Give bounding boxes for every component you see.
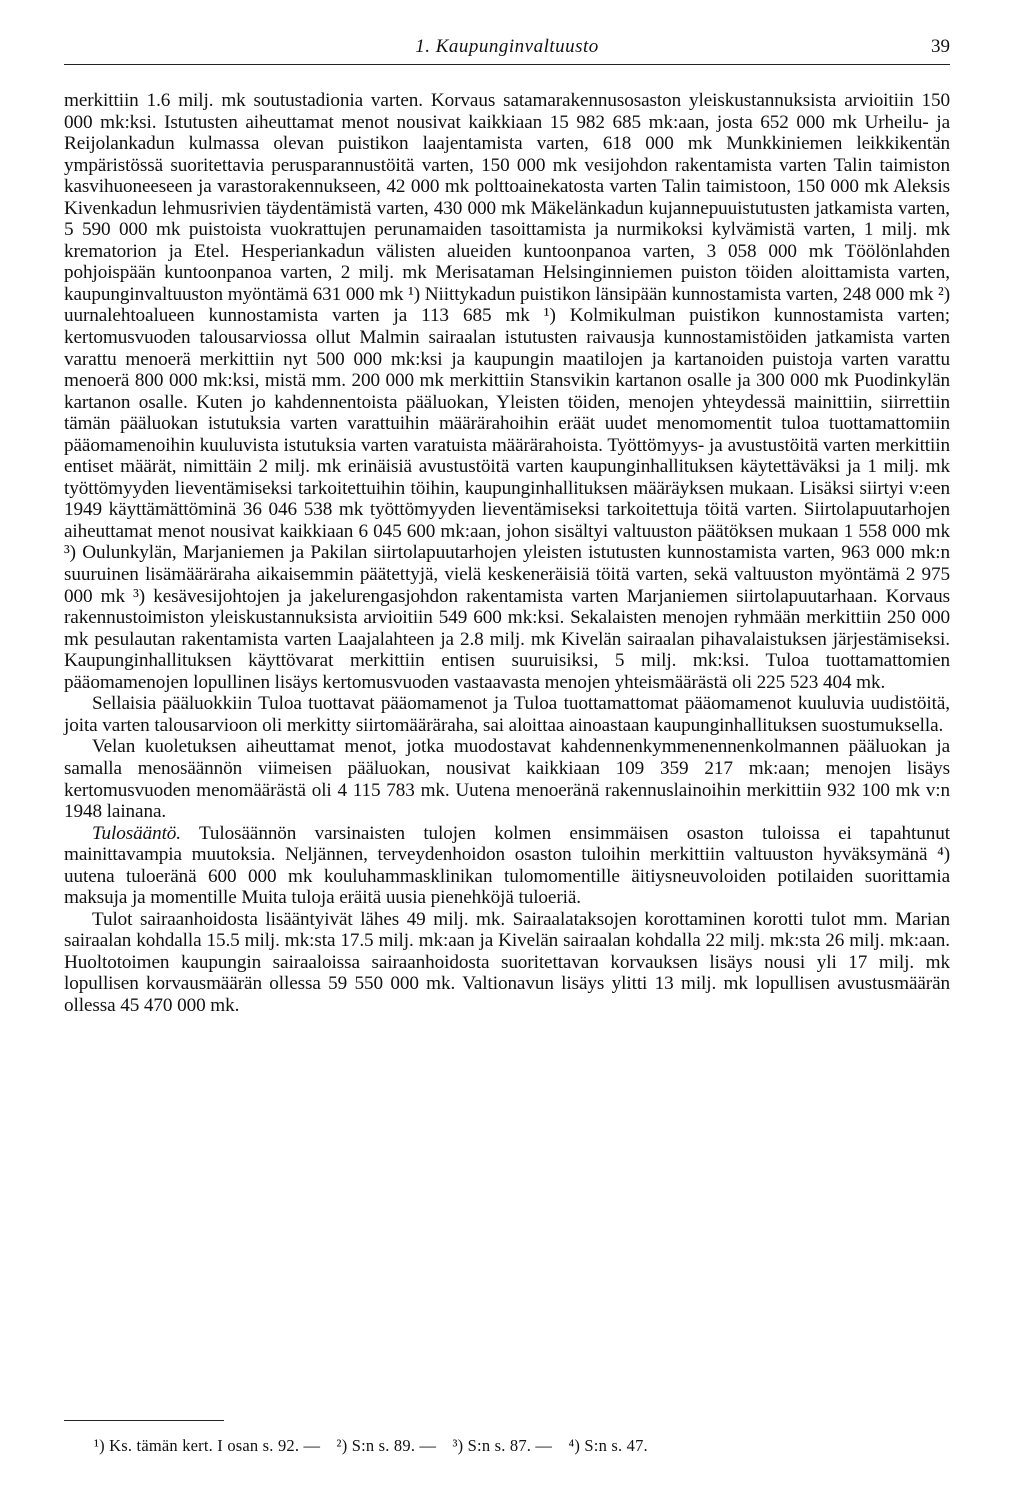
body-text	[64, 90, 950, 1017]
footnote-divider	[64, 1420, 224, 1421]
section-heading: Tulosääntö.	[92, 822, 182, 844]
running-title: 1. Kaupunginvaltuusto	[415, 36, 599, 57]
footnote: ¹) Ks. tämän kert. I osan s. 92. —	[94, 1436, 321, 1455]
paragraph	[64, 823, 950, 909]
paragraph: merkittiin 1.6 milj. mk soutustadionia varten. Korvaus satamarakennusosaston yleiskustannuksista arvioitiin 150 000 mk:ksi. Istutusten aiheuttamat menot nousivat kaikkiaan 15 982 685 mk:aan, josta 652 000 mk Urheilu- ja Reijolankadun kulmassa olevan puistikon laajentamista varten, 618 000 mk Munkkiniemen leikkikentän ympäristössä suoritettavia perusparannustöitä varten, 150 000 mk vesijohdon rakentamista varten Talin taimiston kasvihuoneeseen ja varastorakennukseen, 42 000 mk polttoainekatosta varten Talin taimistoon, 150 000 mk Aleksis Kivenkadun lehmusrivien täydentämistä varten, 430 000 mk Mäkelänkadun kujannepuuistutusten jatkamista varten, 5 590 000 mk puistoista vuokrattujen perunamaiden tasoittamista ja nurmikoksi kylvämistä varten, 1 milj. mk krematorion ja Etel. Hesperiankadun välisten alueiden kuntoonpanoa varten, 3 058 000 mk Töölönlahden pohjoispään kuntoonpanoa varten, 2 milj. mk Merisataman Helsinginniemen puiston töiden aloittamista varten, kaupunginvaltuuston myöntämä 631 000 mk ¹) Niittykadun puistikon länsipään kunnostamista varten, 248 000 mk ²) uurnalehtoalueen kunnostamista varten ja 113 685 mk ¹) Kolmikulman puistikon kunnostamista varten; kertomusvuoden talousarviossa ollut Malmin sairaalan istutusten raivausja kunnostamistöiden jatkamista varten varattu menoerä merkittiin nyt 500 000 mk:ksi ja kaupungin maatilojen ja kartanoiden puistoja varten varattu menoerä 800 000 mk:ksi, mistä mm. 200 000 mk merkittiin Stansvikin kartanon osalle ja 300 000 mk Puodinkylän kartanon osalle. Kuten jo kahdennentoista pääluokan, Yleisten töiden, menojen yhteydessä mainittiin, siirrettiin tämän pääluokan istutuksia varten varattuihin määrärahoihin eräät uudet menomomentit tuloa tuottamattomiin pääomamenoihin kuuluvista istutuksia varten varatuista määrärahoista. Työttömyys- ja avustustöitä varten merkittiin entiset määrät, nimittäin 2 milj. mk erinäisiä avustustöitä varten kaupunginhallituksen käytettäväksi ja 1 milj. mk työttömyyden lieventämiseksi tarkoitettuihin töihin, kaupunginhallituksen määräyksen mukaan. Lisäksi siirtyi v:een 1949 käyttämättöminä 36 046 538 mk työttömyyden lieventämiseksi tarkoitettuja töitä varten. Siirtolapuutarhojen aiheuttamat menot nousivat kaikkiaan 6 045 600 mk:aan, johon sisältyi valtuuston päätöksen mukaan 1 558 000 mk ³) Oulunkylän, Marjaniemen ja Pakilan siirtolapuutarhojen yleisten istutusten kunnostamista varten, 963 000 mk:n suuruinen lisämääräraha aikaisemmin päätettyjä, vielä keskeneräisiä töitä varten, sekä valtuuston myöntämä 2 975 000 mk ³) kesävesijohtojen ja jakelurengasjohdon rakentamista varten Marjaniemen siirtolapuutarhaan. Korvaus rakennustoimiston yleiskustannuksista arvioitiin 549 600 mk:ksi. Sekalaisten menojen ryhmään merkittiin 250 000 mk pesulautan rakentamista varten Laajalahteen ja 2.8 milj. mk Kivelän sairaalan pihavalaistuksen järjestämiseksi. Kaupunginhallituksen käyttövarat merkittiin entisen suuruisiksi, 5 milj. mk:ksi. Tuloa tuottamattomien pääomamenojen lopullinen lisäys kertomusvuoden vastaavasta menojen yhteismäärästä oli 225 523 404 mk.	[64, 90, 950, 693]
footnote: ⁴) S:n s. 47.	[568, 1436, 648, 1455]
paragraph: Tulot sairaanhoidosta lisääntyivät lähes 49 milj. mk. Sairaalataksojen korottaminen korotti tulot mm. Marian sairaalan kohdalla 15.5 milj. mk:sta 17.5 milj. mk:aan ja Kivelän sairaalan kohdalla 22 milj. mk:sta 26 milj. mk:aan. Huoltotoimen kaupungin sairaaloissa sairaanhoidosta suoritettavan korvauksen lisäys nousi yli 17 milj. mk lopullisen korvausmäärän ollessa 59 550 000 mk. Valtionavun lisäys ylitti 13 milj. mk lopullisen avustusmäärän ollessa 45 470 000 mk.	[64, 908, 950, 1016]
page-number: 39	[931, 36, 950, 57]
footnotes	[94, 1436, 950, 1456]
paragraph: Sellaisia pääluokkiin Tuloa tuottavat pääomamenot ja Tuloa tuottamattomat pääomamenot kuuluvia uudistöitä, joita varten talousarvioon oli merkitty siirtomääräraha, sai aloittaa ainoastaan kaupunginhallituksen suostumuksella.	[64, 693, 950, 736]
paragraph: Velan kuoletuksen aiheuttamat menot, jotka muodostavat kahdennenkymmenennenkolmannen pääluokan ja samalla menosäännön viimeisen pääluokan, nousivat kaikkiaan 109 359 217 mk:aan; menojen lisäys kertomusvuoden menomäärästä oli 4 115 783 mk. Uutena menoeränä rakennuslainoihin merkittiin 932 100 mk v:n 1948 lainana.	[64, 736, 950, 823]
running-header	[64, 34, 950, 65]
footnote: ²) S:n s. 89. —	[336, 1436, 437, 1455]
paragraph-text: Tulosäännön varsinaisten tulojen kolmen ensimmäisen osaston tuloissa ei tapahtunut mainittavampia muutoksia. Neljännen, terveydenhoidon osaston tuloihin merkittiin valtuuston hyväksymänä ⁴) uutena tuloeränä 600 000 mk kouluhammasklinikan tulomomentille äitiysneuvoloiden potilaiden suorittamia maksuja ja momentille Muita tuloja eräitä uusia pienehköjä tuloeriä.	[64, 822, 950, 909]
footnote: ³) S:n s. 87. —	[452, 1436, 553, 1455]
